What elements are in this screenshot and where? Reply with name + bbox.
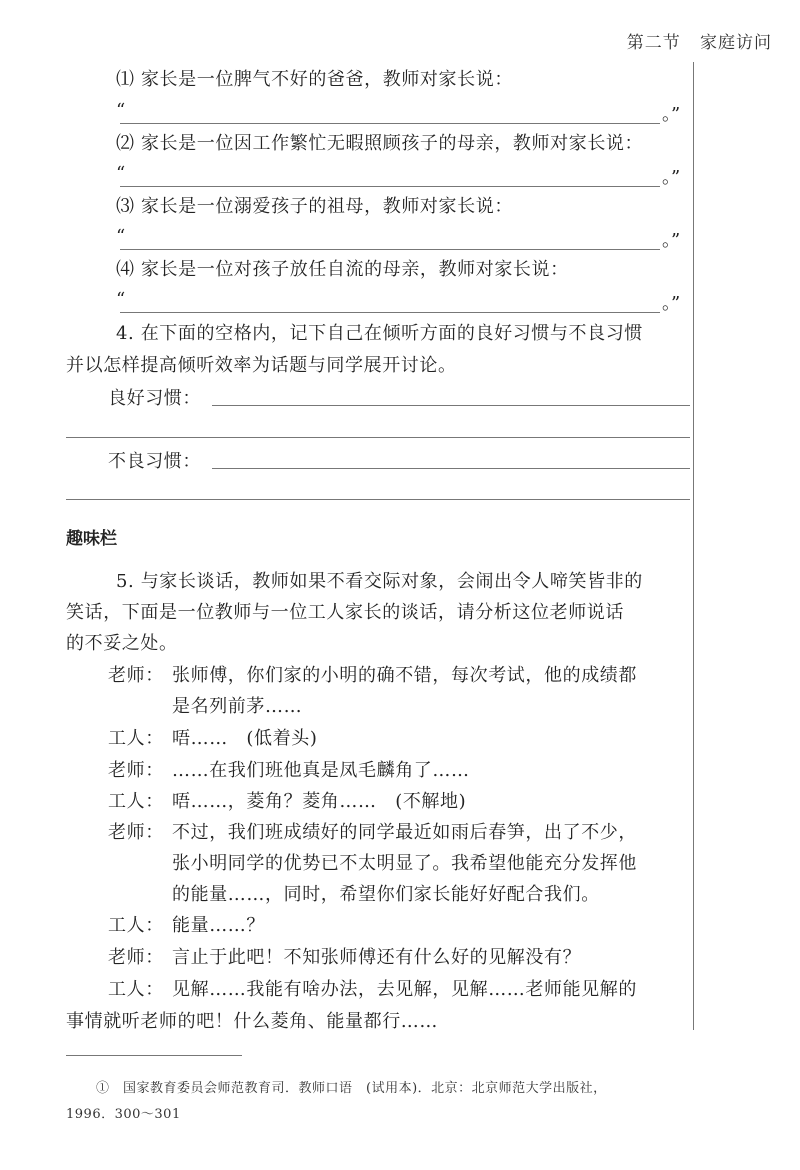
good-habits-line — [212, 405, 690, 406]
prompt-4 — [116, 258, 569, 282]
answer-line — [120, 186, 660, 187]
good-habits-line-2 — [66, 437, 690, 438]
dialogue-speaker: 老师： — [108, 760, 164, 781]
quote-close: 。” — [662, 167, 681, 188]
section-title: 趣味栏 — [66, 529, 117, 549]
dialogue-line: 唔…… (低着头) — [172, 728, 318, 749]
good-habits-label: 良好习惯： — [108, 388, 201, 409]
bad-habits-label: 不良习惯： — [108, 451, 201, 472]
dialogue-line: ……在我们班他真是凤毛麟角了…… — [172, 760, 470, 781]
prompt-2 — [116, 132, 643, 156]
footnote-line-1: ① 国家教育委员会师范教育司．教师口语 (试用本)．北京：北京师范大学出版社， — [96, 1081, 607, 1096]
dialogue-speaker: 老师： — [108, 822, 164, 843]
prompt-number: ⑴ — [116, 69, 135, 90]
dialogue-line: 能量……？ — [172, 915, 265, 936]
dialogue-speaker: 工人： — [108, 915, 164, 936]
answer-line — [120, 249, 660, 250]
quote-close: 。” — [662, 293, 681, 314]
dialogue-line: 唔……，菱角？菱角…… (不解地) — [172, 791, 467, 812]
dialogue-speaker: 工人： — [108, 728, 164, 749]
prompt-number: ⑷ — [116, 259, 135, 280]
dialogue-speaker: 老师： — [108, 947, 164, 968]
answer-line — [120, 123, 660, 124]
running-header — [627, 28, 772, 53]
dialogue-speaker: 工人： — [108, 979, 164, 1000]
dialogue-line: 见解……我能有啥办法，去见解，见解……老师能见解的 — [172, 979, 637, 1000]
dialogue-line: 言止于此吧！不知张师傅还有什么好的见解没有？ — [172, 947, 582, 968]
header-title: 家庭访问 — [700, 33, 772, 53]
dialogue-line: 是名列前茅…… — [172, 696, 303, 717]
footnote-rule — [66, 1055, 242, 1056]
q5-line-3: 的不妥之处。 — [66, 633, 178, 654]
quote-open: “ — [116, 100, 126, 121]
bad-habits-line-2 — [66, 499, 690, 500]
prompt-text: 家长是一位脾气不好的爸爸，教师对家长说： — [140, 69, 513, 90]
dialogue-line: 不过，我们班成绩好的同学最近如雨后春笋，出了不少， — [172, 822, 637, 843]
q4-line-2: 并以怎样提高倾听效率为话题与同学展开讨论。 — [66, 355, 457, 376]
q5-line-1: 5. 与家长谈话，教师如果不看交际对象，会闹出令人啼笑皆非的 — [116, 571, 643, 592]
prompt-number: ⑵ — [116, 133, 135, 154]
quote-open: “ — [116, 226, 126, 247]
quote-close: 。” — [662, 230, 681, 251]
prompt-number: ⑶ — [116, 196, 135, 217]
header-section: 第二节 — [626, 33, 681, 53]
prompt-text: 家长是一位溺爱孩子的祖母，教师对家长说： — [140, 196, 513, 217]
quote-close: 。” — [662, 104, 681, 125]
prompt-text: 家长是一位对孩子放任自流的母亲，教师对家长说： — [140, 259, 569, 280]
q5-line-2: 笑话，下面是一位教师与一位工人家长的谈话，请分析这位老师说话 — [66, 602, 624, 623]
answer-line — [120, 312, 660, 313]
q4-line-1: 4. 在下面的空格内，记下自己在倾听方面的良好习惯与不良习惯 — [116, 323, 643, 344]
margin-rule — [693, 62, 694, 1030]
quote-open: “ — [116, 163, 126, 184]
quote-open: “ — [116, 289, 126, 310]
dialogue-line: 的能量……，同时，希望你们家长能好好配合我们。 — [172, 884, 600, 905]
prompt-3 — [116, 195, 513, 219]
dialogue-speaker: 老师： — [108, 665, 164, 686]
footnote-line-2: 1996．300～301 — [66, 1107, 181, 1122]
dialogue-line: 张师傅，你们家的小明的确不错，每次考试，他的成绩都 — [172, 665, 637, 686]
prompt-text: 家长是一位因工作繁忙无暇照顾孩子的母亲，教师对家长说： — [140, 133, 644, 154]
dialogue-tail: 事情就听老师的吧！什么菱角、能量都行…… — [66, 1011, 438, 1032]
bad-habits-line — [212, 468, 690, 469]
dialogue-line: 张小明同学的优势已不太明显了。我希望他能充分发挥他 — [172, 853, 637, 874]
prompt-1 — [116, 68, 513, 92]
dialogue-speaker: 工人： — [108, 791, 164, 812]
